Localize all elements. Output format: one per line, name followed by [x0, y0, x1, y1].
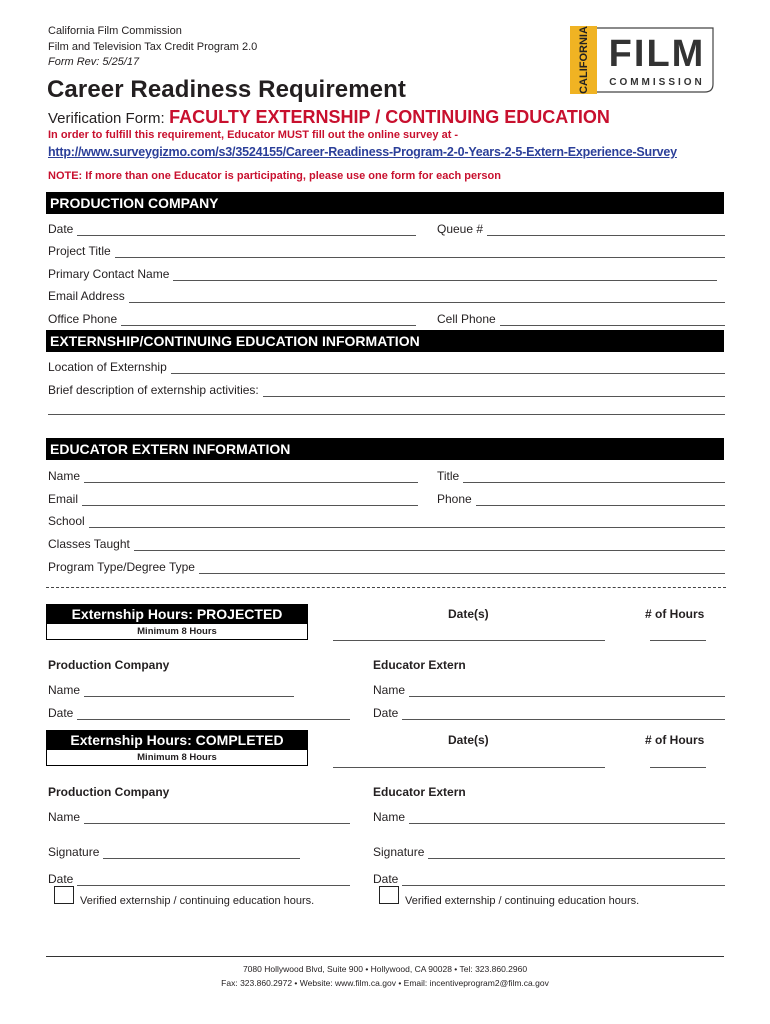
queue-field[interactable]: [437, 218, 725, 236]
input-line[interactable]: [487, 225, 725, 236]
completed-production-company-label: Production Company: [48, 785, 170, 799]
field-label: Name: [48, 469, 81, 483]
extern-verified-label: Verified externship / continuing education hours.: [405, 895, 640, 907]
org-name: California Film Commission: [48, 25, 182, 37]
input-line[interactable]: [89, 517, 725, 528]
projected-hours-box: [46, 604, 308, 640]
input-line[interactable]: [82, 495, 418, 506]
project-title-field[interactable]: [48, 240, 725, 258]
email-address-field[interactable]: [48, 285, 725, 303]
program-type-field[interactable]: [48, 556, 725, 574]
field-label: Name: [373, 810, 406, 824]
form-revision: Form Rev: 5/25/17: [48, 56, 140, 68]
completed-hours-line[interactable]: [650, 767, 706, 768]
input-line[interactable]: [84, 813, 350, 824]
footer-divider: [46, 956, 724, 957]
input-line[interactable]: [402, 875, 725, 886]
input-line[interactable]: [129, 292, 725, 303]
cell-phone-field[interactable]: [437, 308, 725, 326]
page-title: Career Readiness Requirement: [47, 76, 406, 103]
field-label: Program Type/Degree Type: [48, 560, 195, 574]
verification-type: FACULTY EXTERNSHIP / CONTINUING EDUCATION: [169, 107, 610, 127]
educator-name-field[interactable]: [48, 465, 418, 483]
completed-hours-box: [46, 730, 308, 766]
field-label: Primary Contact Name: [48, 267, 170, 281]
film-commission-logo: [567, 24, 719, 96]
verification-line: [48, 107, 610, 128]
production-date-field[interactable]: [48, 218, 416, 236]
field-label: Location of Externship: [48, 360, 167, 374]
input-line[interactable]: [115, 247, 725, 258]
field-label: Name: [48, 810, 81, 824]
completed-heading: Externship Hours: COMPLETED: [47, 731, 307, 750]
projected-dates-line[interactable]: [333, 640, 605, 641]
field-label: Project Title: [48, 244, 111, 258]
input-line[interactable]: [263, 386, 725, 397]
educator-info-heading: EDUCATOR EXTERN INFORMATION: [46, 438, 724, 460]
school-field[interactable]: [48, 510, 725, 528]
projected-extern-date-field[interactable]: [373, 702, 725, 720]
completed-prod-name-field[interactable]: [48, 806, 350, 824]
field-label: Title: [437, 469, 460, 483]
input-line[interactable]: [199, 563, 725, 574]
completed-prod-date-field[interactable]: [48, 868, 350, 886]
input-line[interactable]: [103, 848, 300, 859]
projected-extern-name-field[interactable]: [373, 679, 725, 697]
input-line[interactable]: [84, 686, 294, 697]
field-label: Date: [373, 706, 399, 720]
input-line[interactable]: [77, 225, 416, 236]
extern-verified-checkbox[interactable]: [379, 886, 399, 904]
projected-educator-extern-label: Educator Extern: [373, 658, 466, 672]
field-label: Name: [48, 683, 81, 697]
field-label: Email Address: [48, 289, 125, 303]
description-continuation-line[interactable]: [48, 414, 725, 415]
input-line[interactable]: [173, 270, 717, 281]
footer-contact: Fax: 323.860.2972 • Website: www.film.ca.gov • Email: incentiveprogram2@film.ca.gov: [221, 978, 549, 988]
input-line[interactable]: [84, 472, 418, 483]
logo-sub-text: COMMISSION: [609, 77, 705, 88]
logo-main-text: FILM: [608, 33, 706, 75]
location-field[interactable]: [48, 356, 725, 374]
field-label: Queue #: [437, 222, 484, 236]
production-company-heading: PRODUCTION COMPANY: [46, 192, 724, 214]
externship-info-heading: EXTERNSHIP/CONTINUING EDUCATION INFORMATION: [46, 330, 724, 352]
prod-verified-checkbox[interactable]: [54, 886, 74, 904]
projected-prod-date-field[interactable]: [48, 702, 350, 720]
completed-extern-name-field[interactable]: [373, 806, 725, 824]
completed-extern-signature-field[interactable]: [373, 841, 725, 859]
input-line[interactable]: [121, 315, 416, 326]
field-label: Date: [48, 706, 74, 720]
educator-email-field[interactable]: [48, 488, 418, 506]
note-text: NOTE: If more than one Educator is participating, please use one form for each person: [48, 170, 501, 182]
office-phone-field[interactable]: [48, 308, 416, 326]
logo-side-text: CALIFORNIA: [577, 26, 590, 94]
prod-verified-label: Verified externship / continuing education hours.: [80, 895, 315, 907]
input-line[interactable]: [409, 686, 725, 697]
field-label: Date: [48, 872, 74, 886]
classes-field[interactable]: [48, 533, 725, 551]
completed-extern-date-field[interactable]: [373, 868, 725, 886]
projected-heading: Externship Hours: PROJECTED: [47, 605, 307, 624]
field-label: Classes Taught: [48, 537, 130, 551]
field-label: Date: [48, 222, 74, 236]
input-line[interactable]: [428, 848, 725, 859]
primary-contact-field[interactable]: [48, 263, 717, 281]
field-label: Signature: [373, 845, 425, 859]
completed-hours-header: # of Hours: [645, 733, 705, 747]
projected-minimum: Minimum 8 Hours: [137, 626, 217, 637]
input-line[interactable]: [476, 495, 725, 506]
projected-hours-header: # of Hours: [645, 607, 705, 621]
input-line[interactable]: [77, 709, 350, 720]
projected-prod-name-field[interactable]: [48, 679, 294, 697]
input-line[interactable]: [463, 472, 725, 483]
input-line[interactable]: [171, 363, 725, 374]
input-line[interactable]: [402, 709, 725, 720]
educator-phone-field[interactable]: [437, 488, 725, 506]
projected-production-company-label: Production Company: [48, 658, 170, 672]
instruction-text: In order to fulfill this requirement, Educator MUST fill out the online survey at -: [48, 129, 459, 141]
field-label: Phone: [437, 492, 472, 506]
input-line[interactable]: [134, 540, 725, 551]
field-label: Name: [373, 683, 406, 697]
description-field[interactable]: [48, 379, 725, 397]
field-label: Cell Phone: [437, 312, 496, 326]
field-label: Office Phone: [48, 312, 118, 326]
field-label: Email: [48, 492, 79, 506]
field-label: School: [48, 514, 85, 528]
completed-minimum: Minimum 8 Hours: [137, 752, 217, 763]
program-name: Film and Television Tax Credit Program 2.0: [48, 41, 258, 53]
completed-educator-extern-label: Educator Extern: [373, 785, 466, 799]
projected-hours-line[interactable]: [650, 640, 706, 641]
footer-address: 7080 Hollywood Blvd, Suite 900 • Hollywood, CA 90028 • Tel: 323.860.2960: [242, 964, 528, 974]
verification-prefix: Verification Form:: [48, 110, 165, 127]
input-line[interactable]: [77, 875, 350, 886]
projected-dates-header: Date(s): [448, 607, 489, 621]
input-line[interactable]: [409, 813, 725, 824]
dashed-divider: [46, 587, 726, 588]
educator-title-field[interactable]: [437, 465, 725, 483]
input-line[interactable]: [500, 315, 725, 326]
completed-prod-signature-field[interactable]: [48, 841, 300, 859]
completed-dates-header: Date(s): [448, 733, 489, 747]
field-label: Date: [373, 872, 399, 886]
field-label: Brief description of externship activities:: [48, 383, 259, 397]
completed-dates-line[interactable]: [333, 767, 605, 768]
field-label: Signature: [48, 845, 100, 859]
survey-link[interactable]: http://www.surveygizmo.com/s3/3524155/Career-Readiness-Program-2-0-Years-2-5-Extern-Experience-Survey: [48, 145, 677, 159]
